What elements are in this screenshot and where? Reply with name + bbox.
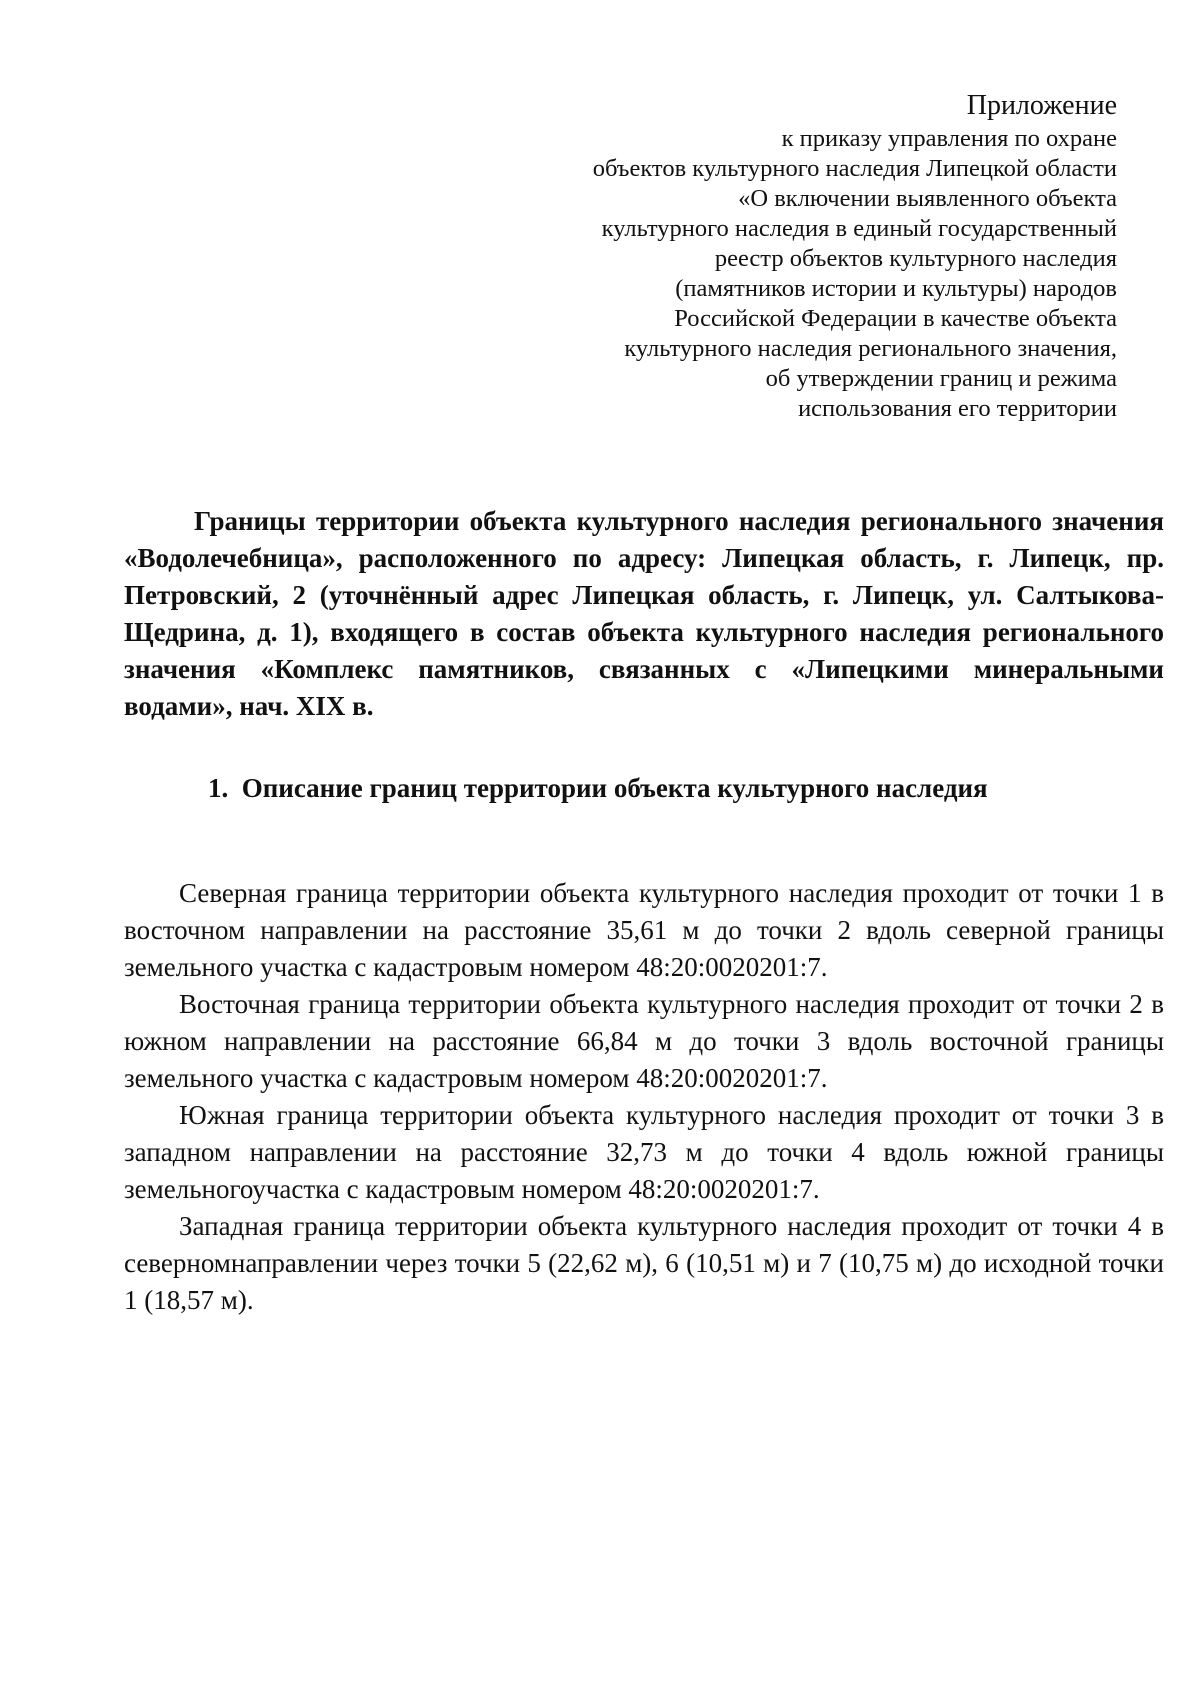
appendix-line: (памятников истории и культуры) народов: [675, 275, 1117, 302]
appendix-line: культурного наследия в единый государственный: [601, 215, 1117, 242]
appendix-line: Российской Федерации в качестве объекта: [674, 305, 1117, 332]
appendix-line: к приказу управления по охране: [781, 125, 1117, 152]
appendix-line: использования его территории: [798, 395, 1117, 422]
paragraph-east-boundary: Восточная граница территории объекта культурного наследия проходит от точки 2 в южном направлении на расстояние 66,84 м до точки 3 вдоль восточной границы земельного участка с кадастровым номером 48:20:0020201:7.: [124, 989, 1164, 1093]
section-number: 1.: [208, 773, 229, 803]
appendix-line: объектов культурного наследия Липецкой области: [592, 155, 1117, 182]
section-title-text: Описание границ территории объекта культурного наследия: [241, 773, 988, 803]
paragraph-north-boundary: Северная граница территории объекта культурного наследия проходит от точки 1 в восточном направлении на расстояние 35,61 м до точки 2 вдоль северной границы земельного участка с кадастровым номером 48:20:0020201:7.: [124, 878, 1164, 982]
appendix-heading: Приложение: [966, 90, 1117, 121]
paragraph-west-boundary: Западная граница территории объекта культурного наследия проходит от точки 4 в северномнаправлении через точки 5 (22,62 м), 6 (10,51 м) и 7 (10,75 м) до исходной точки 1 (18,57 м).: [124, 1211, 1164, 1315]
body-text: [124, 875, 1164, 1319]
appendix-block: [397, 88, 1117, 424]
appendix-line: «О включении выявленного объекта: [738, 185, 1117, 212]
appendix-line: об утверждении границ и режима: [765, 365, 1117, 392]
document-title: Границы территории объекта культурного наследия регионального значения «Водолечебница», расположенного по адресу: Липецкая область, г. Липецк, пр. Петровский, 2 (уточнённый адрес Липецкая область, г. Липецк, ул. Салтыкова-Щедрина, д. 1), входящего в состав объекта культурного наследия регионального значения «Комплекс памятников, связанных с «Липецкими минеральными водами», нач. XIX в.: [124, 506, 1164, 721]
section-heading: [124, 770, 1164, 806]
appendix-line: культурного наследия регионального значения,: [624, 335, 1117, 362]
appendix-line: реестр объектов культурного наследия: [714, 245, 1117, 272]
paragraph-south-boundary: Южная граница территории объекта культурного наследия проходит от точки 3 в западном направлении на расстояние 32,73 м до точки 4 вдоль южной границы земельногоучастка с кадастровым номером 48:20:0020201:7.: [124, 1100, 1164, 1204]
